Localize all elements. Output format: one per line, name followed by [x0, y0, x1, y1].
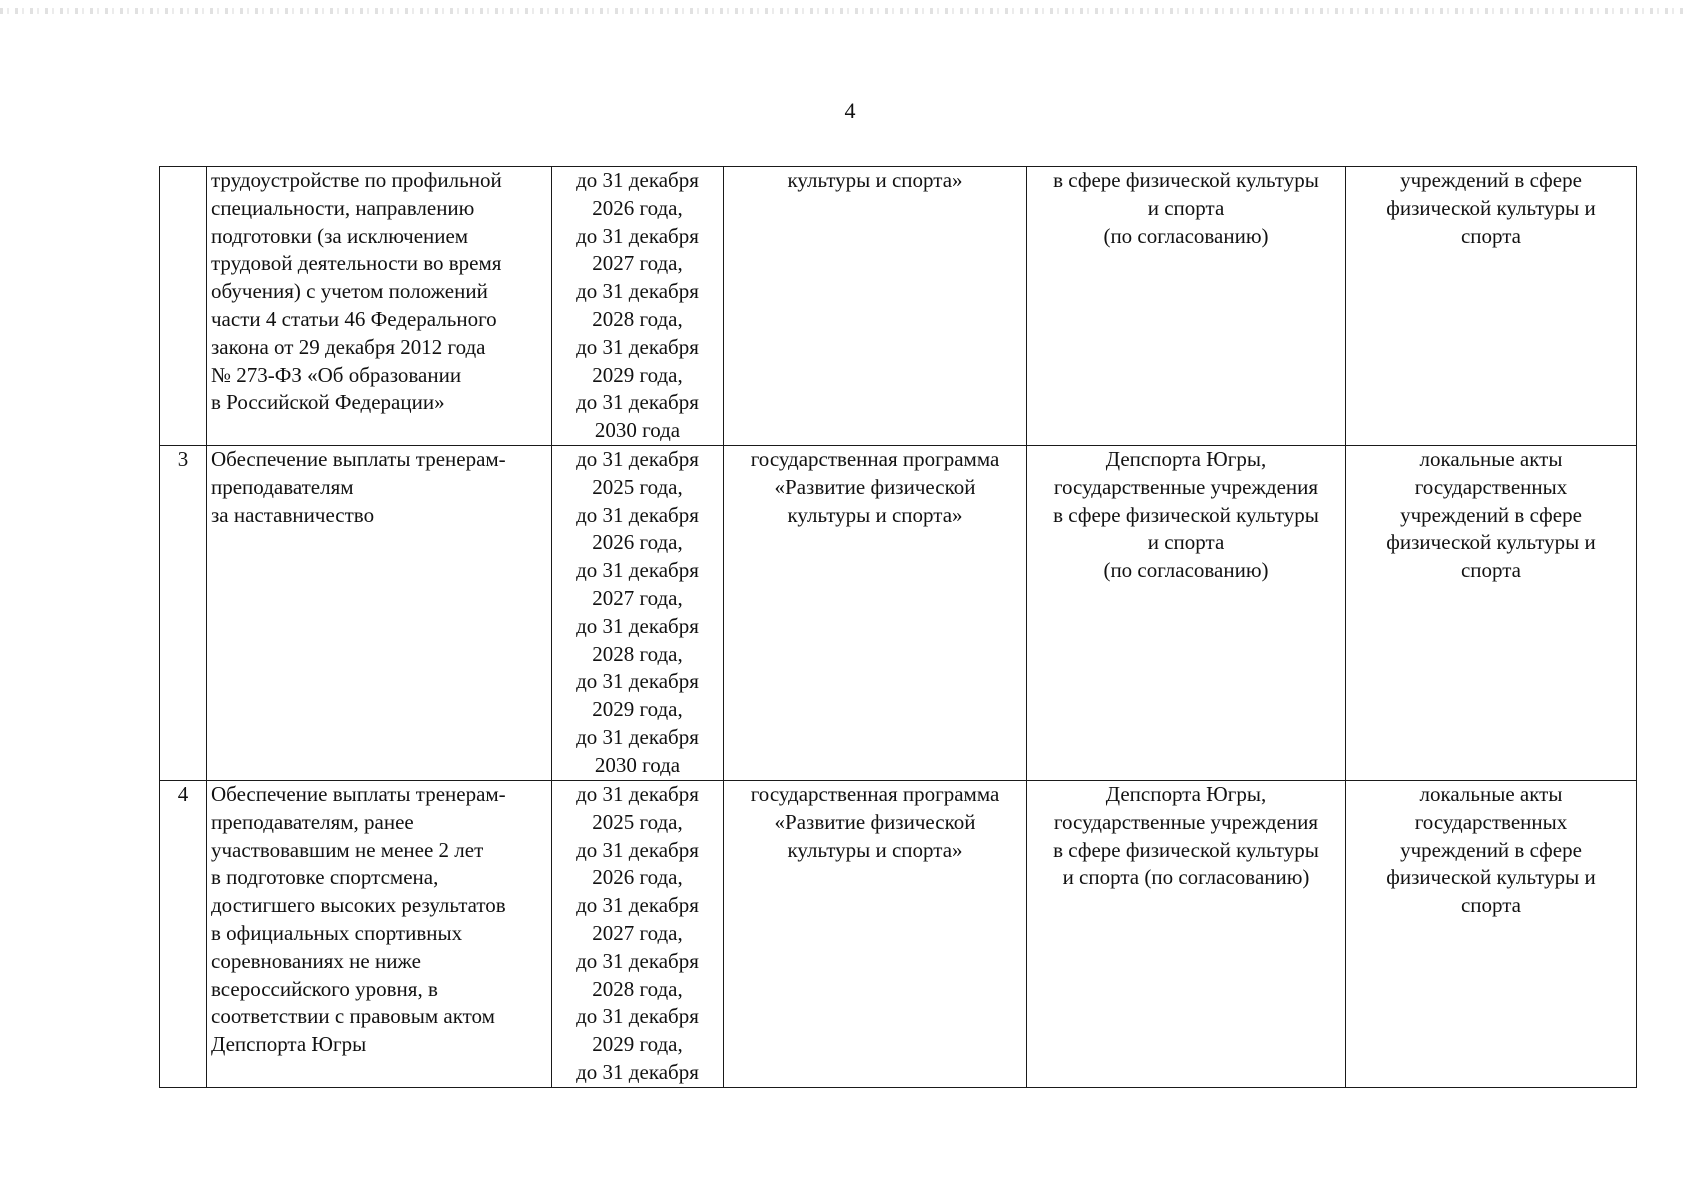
event-line: преподавателям	[211, 474, 354, 499]
responsible-line: в сфере физической культуры	[1053, 502, 1319, 527]
event-line: части 4 статьи 46 Федерального	[211, 306, 497, 331]
result-line: учреждений в сфере	[1400, 837, 1582, 862]
table-row	[160, 446, 1637, 781]
deadline-line: 2029 года,	[592, 362, 683, 387]
result-line: спорта	[1460, 223, 1522, 248]
event-line: за наставничество	[211, 502, 375, 527]
event-line: № 273-ФЗ «Об образовании	[211, 362, 462, 387]
event-line: всероссийского уровня, в	[211, 976, 438, 1001]
responsible-line: и спорта	[1147, 195, 1225, 220]
document-cell	[724, 167, 1027, 446]
deadline-line: 2025 года,	[592, 809, 683, 834]
deadline-line: 2027 года,	[592, 251, 683, 276]
event-line: достигшего высоких результатов	[211, 893, 506, 918]
responsible-line: и спорта	[1147, 530, 1225, 555]
event-line: Депспорта Югры	[211, 1032, 367, 1057]
responsible-line: Депспорта Югры,	[1105, 782, 1267, 806]
event-line: в подготовке спортсмена,	[211, 865, 439, 890]
table-row	[160, 167, 1637, 446]
result-line: государственных	[1414, 809, 1568, 834]
result-line: физической культуры и	[1386, 530, 1596, 555]
deadline-line: до 31 декабря	[576, 447, 699, 471]
deadline-line: 2028 года,	[592, 306, 683, 331]
result-line: локальные акты	[1419, 782, 1563, 806]
deadline-line: 2027 года,	[592, 920, 683, 945]
deadline-cell	[552, 446, 724, 781]
document-line: «Развитие физической	[774, 474, 976, 499]
deadline-line: 2030 года	[594, 418, 681, 443]
result-line: спорта	[1460, 558, 1522, 583]
responsible-line: и спорта (по согласованию)	[1062, 865, 1310, 890]
event-line: подготовки (за исключением	[211, 223, 469, 248]
row-number-cell	[160, 167, 207, 446]
responsible-cell	[1027, 167, 1346, 446]
scan-edge-artifact	[0, 8, 1686, 14]
deadline-line: до 31 декабря	[576, 502, 699, 527]
table-body	[160, 167, 1637, 1088]
deadline-line: до 31 декабря	[576, 279, 699, 304]
page-number: 4	[844, 98, 856, 123]
deadline-line: до 31 декабря	[576, 948, 699, 973]
deadline-line: до 31 декабря	[576, 669, 699, 694]
row-number-cell: 3	[160, 446, 207, 781]
result-line: физической культуры и	[1386, 865, 1596, 890]
result-line: спорта	[1460, 893, 1522, 918]
responsible-line: (по согласованию)	[1103, 223, 1269, 248]
deadline-line: до 31 декабря	[576, 223, 699, 248]
result-line: государственных	[1414, 474, 1568, 499]
document-cell	[724, 781, 1027, 1088]
responsible-line: в сфере физической культуры	[1053, 837, 1319, 862]
event-line: трудовой деятельности во время	[211, 251, 502, 276]
result-line: учреждений в сфере	[1400, 502, 1582, 527]
event-line: Обеспечение выплаты тренерам-	[211, 782, 506, 806]
event-line: участвовавшим не менее 2 лет	[211, 837, 484, 862]
deadline-line: 2025 года,	[592, 474, 683, 499]
deadline-line: до 31 декабря	[576, 168, 699, 192]
deadline-line: до 31 декабря	[576, 558, 699, 583]
event-line: специальности, направлению	[211, 195, 475, 220]
deadline-line: 2029 года,	[592, 697, 683, 722]
deadline-line: до 31 декабря	[576, 1059, 699, 1084]
document-line: государственная программа	[750, 782, 1000, 806]
event-line: преподавателям, ранее	[211, 809, 414, 834]
document-line: культуры и спорта»	[787, 837, 963, 862]
table-row	[160, 781, 1637, 1088]
event-cell	[207, 781, 552, 1088]
deadline-cell	[552, 781, 724, 1088]
deadline-line: до 31 декабря	[576, 390, 699, 415]
event-line: Обеспечение выплаты тренерам-	[211, 447, 506, 471]
deadline-line: до 31 декабря	[576, 837, 699, 862]
result-cell	[1346, 167, 1637, 446]
document-line: культуры и спорта»	[787, 502, 963, 527]
event-line: в официальных спортивных	[211, 920, 463, 945]
deadline-line: до 31 декабря	[576, 724, 699, 749]
document-line: «Развитие физической	[774, 809, 976, 834]
deadline-line: 2028 года,	[592, 641, 683, 666]
responsible-cell	[1027, 781, 1346, 1088]
document-line: государственная программа	[750, 447, 1000, 471]
deadline-line: до 31 декабря	[576, 334, 699, 359]
row-number-cell: 4	[160, 781, 207, 1088]
result-cell	[1346, 781, 1637, 1088]
deadline-line: до 31 декабря	[576, 613, 699, 638]
event-line: соревнованиях не ниже	[211, 948, 421, 973]
event-line: соответствии с правовым актом	[211, 1004, 495, 1029]
result-line: локальные акты	[1419, 447, 1563, 471]
deadline-cell	[552, 167, 724, 446]
responsible-cell	[1027, 446, 1346, 781]
event-line: обучения) с учетом положений	[211, 279, 488, 304]
deadline-line: 2026 года,	[592, 195, 683, 220]
deadline-line: 2026 года,	[592, 530, 683, 555]
event-cell	[207, 446, 552, 781]
event-cell	[207, 167, 552, 446]
responsible-line: в сфере физической культуры	[1053, 168, 1319, 192]
responsible-line: государственные учреждения	[1053, 474, 1319, 499]
deadline-line: до 31 декабря	[576, 893, 699, 918]
result-line: учреждений в сфере	[1400, 168, 1582, 192]
deadline-line: 2026 года,	[592, 865, 683, 890]
event-line: закона от 29 декабря 2012 года	[211, 334, 486, 359]
responsible-line: Депспорта Югры,	[1105, 447, 1267, 471]
deadline-line: до 31 декабря	[576, 782, 699, 806]
deadline-line: 2027 года,	[592, 585, 683, 610]
result-line: физической культуры и	[1386, 195, 1596, 220]
deadline-line: до 31 декабря	[576, 1004, 699, 1029]
deadline-line: 2028 года,	[592, 976, 683, 1001]
event-line: трудоустройстве по профильной	[211, 168, 502, 192]
result-cell	[1346, 446, 1637, 781]
measures-table	[159, 166, 1637, 1088]
event-line: в Российской Федерации»	[211, 390, 445, 415]
document-cell	[724, 446, 1027, 781]
deadline-line: 2030 года	[594, 752, 681, 777]
deadline-line: 2029 года,	[592, 1032, 683, 1057]
document-line: культуры и спорта»	[787, 168, 963, 192]
responsible-line: (по согласованию)	[1103, 558, 1269, 583]
responsible-line: государственные учреждения	[1053, 809, 1319, 834]
